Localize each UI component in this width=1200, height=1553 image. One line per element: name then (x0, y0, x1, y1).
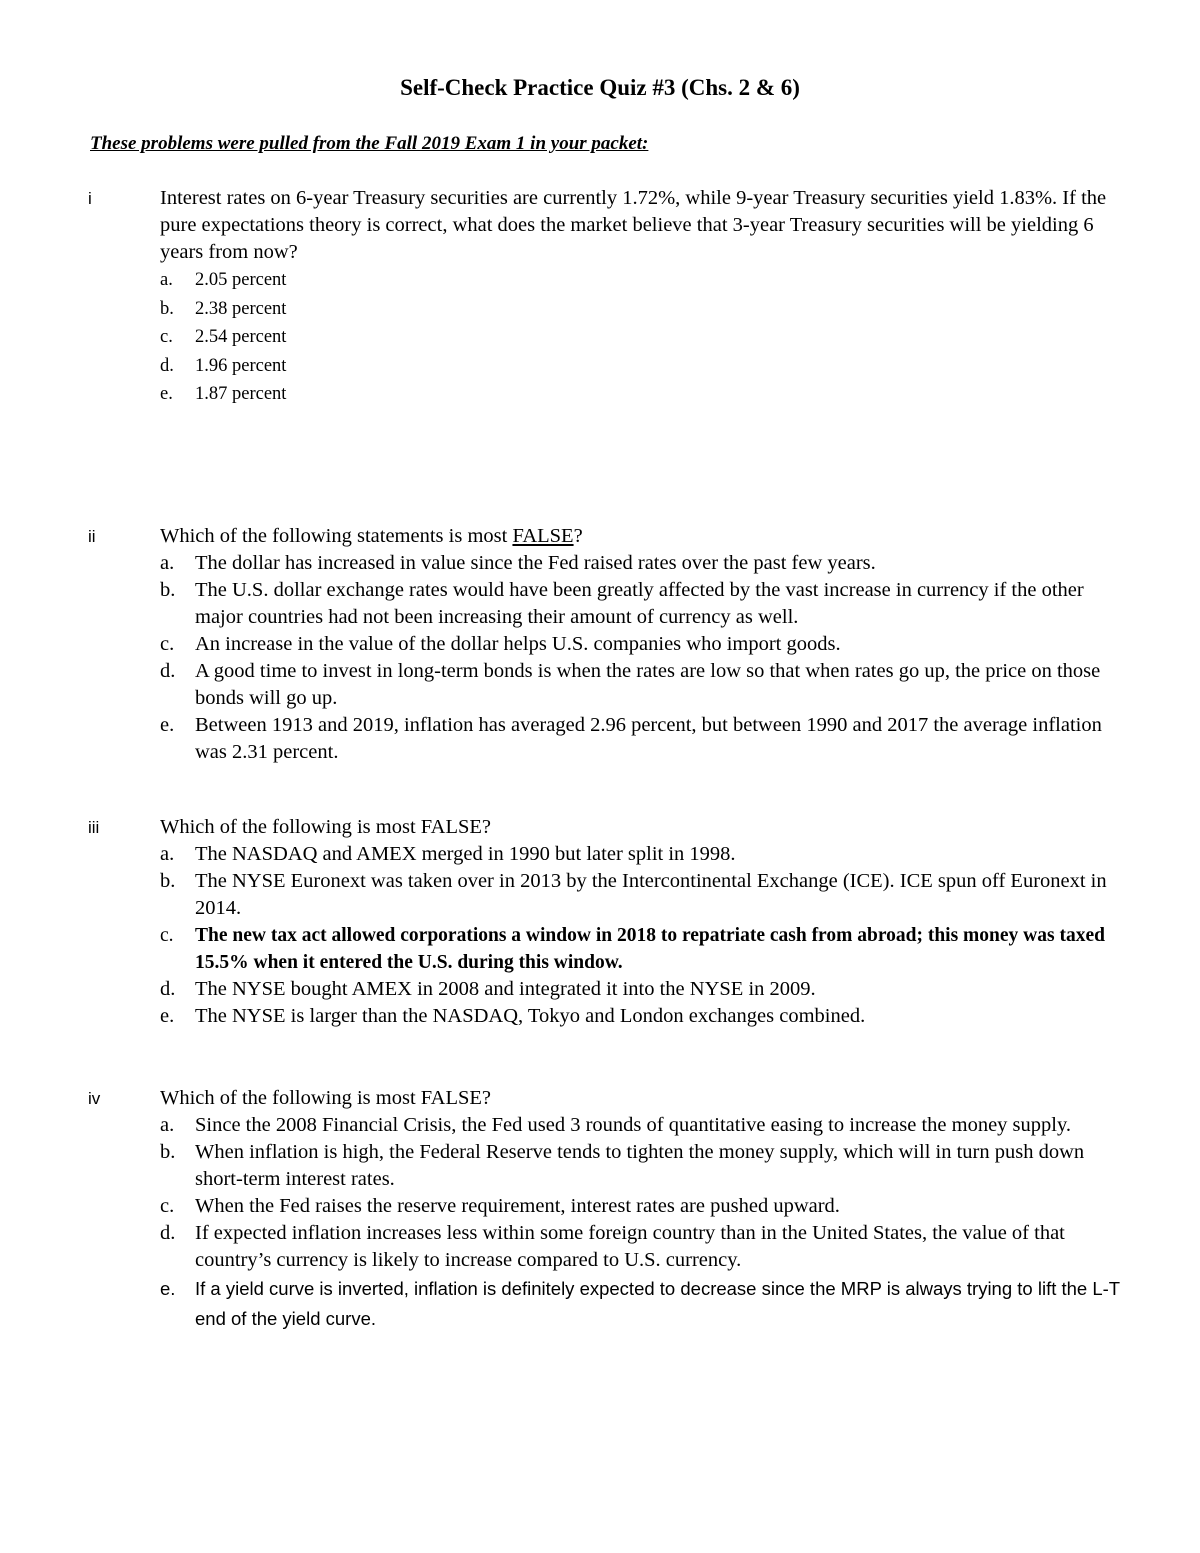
option-b (160, 1139, 1126, 1193)
option-letter: c. (160, 1195, 175, 1217)
question-text (160, 523, 1126, 550)
option-text: Since the 2008 Financial Crisis, the Fed used 3 rounds of quantitative easing to increase the money supply. (195, 1114, 1072, 1136)
option-letter: c. (160, 327, 173, 347)
option-letter: a. (160, 843, 175, 865)
option-letter: e. (160, 384, 173, 404)
page-subtitle: These problems were pulled from the Fall 2019 Exam 1 in your packet: (90, 133, 649, 154)
option-text: The dollar has increased in value since the Fed raised rates over the past few years. (195, 552, 876, 574)
option-text: 1.96 percent (195, 355, 287, 376)
option-text: When inflation is high, the Federal Reserve tends to tighten the money supply, which will in turn push down short-term interest rates. (195, 1141, 1085, 1190)
option-text: An increase in the value of the dollar helps U.S. companies who import goods. (195, 633, 841, 655)
option-letter: a. (160, 1114, 175, 1136)
option-letter: d. (160, 978, 176, 1000)
option-b (160, 868, 1126, 922)
option-c (160, 1193, 1126, 1220)
question-number: ii (88, 527, 96, 546)
option-d (160, 658, 1126, 712)
page-title: Self-Check Practice Quiz #3 (Chs. 2 & 6) (400, 75, 800, 100)
option-letter: a. (160, 552, 175, 574)
option-list (160, 266, 1126, 409)
option-text: 2.54 percent (195, 327, 287, 347)
option-c (160, 631, 1126, 658)
option-text: When the Fed raises the reserve requirement, interest rates are pushed upward. (195, 1195, 840, 1217)
option-a (160, 550, 1126, 577)
option-letter: e. (160, 714, 175, 736)
question-emphasis: FALSE (512, 525, 574, 547)
option-letter: e. (160, 1005, 175, 1027)
option-text: If a yield curve is inverted, inflation is definitely expected to decrease since the MRP is always trying to lift the L-T end of the yield curve. (195, 1278, 1120, 1329)
option-b (160, 577, 1126, 631)
option-list (160, 1112, 1126, 1334)
option-text: 2.38 percent (195, 298, 287, 319)
option-text: A good time to invest in long-term bonds is when the rates are low so that when rates go up, the price on those bonds will go up. (195, 660, 1101, 709)
option-letter: e. (160, 1278, 176, 1299)
option-letter: c. (160, 925, 174, 946)
option-e (160, 1003, 1126, 1030)
option-a (160, 1112, 1126, 1139)
option-letter: d. (160, 660, 176, 682)
option-e (160, 380, 1126, 409)
question-text: Interest rates on 6-year Treasury securities are currently 1.72%, while 9-year Treasury securities yield 1.83%. If the pure expectations theory is correct, what does the market believe that 3-year Treasury securities will be yielding 6 years from now? (160, 187, 1107, 263)
question-text: Which of the following is most FALSE? (160, 1087, 492, 1109)
option-b (160, 295, 1126, 324)
option-c (160, 922, 1126, 976)
question-number: i (88, 189, 92, 208)
option-letter: b. (160, 870, 176, 892)
option-text: The new tax act allowed corporations a window in 2018 to repatriate cash from abroad; this money was taxed 15.5% when it entered the U.S. during this window. (195, 925, 1105, 973)
option-text: The NYSE Euronext was taken over in 2013 by the Intercontinental Exchange (ICE). ICE spun off Euronext in 2014. (195, 870, 1107, 919)
option-text: The NASDAQ and AMEX merged in 1990 but later split in 1998. (195, 843, 736, 865)
option-text: The NYSE bought AMEX in 2008 and integrated it into the NYSE in 2009. (195, 978, 816, 1000)
option-text: 2.05 percent (195, 270, 287, 290)
option-a (160, 266, 1126, 295)
option-letter: c. (160, 633, 175, 655)
option-text: The U.S. dollar exchange rates would have been greatly affected by the vast increase in currency if the other major countries had not been increasing their amount of currency as well. (195, 579, 1084, 628)
question-number: iv (88, 1089, 101, 1108)
option-letter: a. (160, 270, 173, 290)
option-d (160, 1220, 1126, 1274)
option-text: The NYSE is larger than the NASDAQ, Tokyo and London exchanges combined. (195, 1005, 866, 1027)
question-text-start: Which of the following statements is most (160, 525, 513, 547)
option-d (160, 352, 1126, 381)
option-list (160, 550, 1126, 766)
option-letter: d. (160, 1222, 176, 1244)
option-letter: b. (160, 579, 176, 601)
option-e (160, 712, 1126, 766)
option-d (160, 976, 1126, 1003)
option-letter: d. (160, 355, 174, 376)
option-list (160, 841, 1126, 1030)
question-number: iii (88, 818, 100, 837)
question-text: Which of the following is most FALSE? (160, 816, 492, 838)
option-c (160, 323, 1126, 352)
option-letter: b. (160, 1141, 176, 1163)
option-e (160, 1274, 1126, 1334)
question-text-end: ? (573, 525, 583, 547)
option-text: Between 1913 and 2019, inflation has averaged 2.96 percent, but between 1990 and 2017 the average inflation was 2.31 percent. (195, 714, 1102, 763)
option-text: 1.87 percent (195, 384, 287, 404)
option-letter: b. (160, 298, 174, 319)
option-text: If expected inflation increases less within some foreign country than in the United States, the value of that country’s currency is likely to increase compared to U.S. currency. (195, 1222, 1065, 1271)
option-a (160, 841, 1126, 868)
